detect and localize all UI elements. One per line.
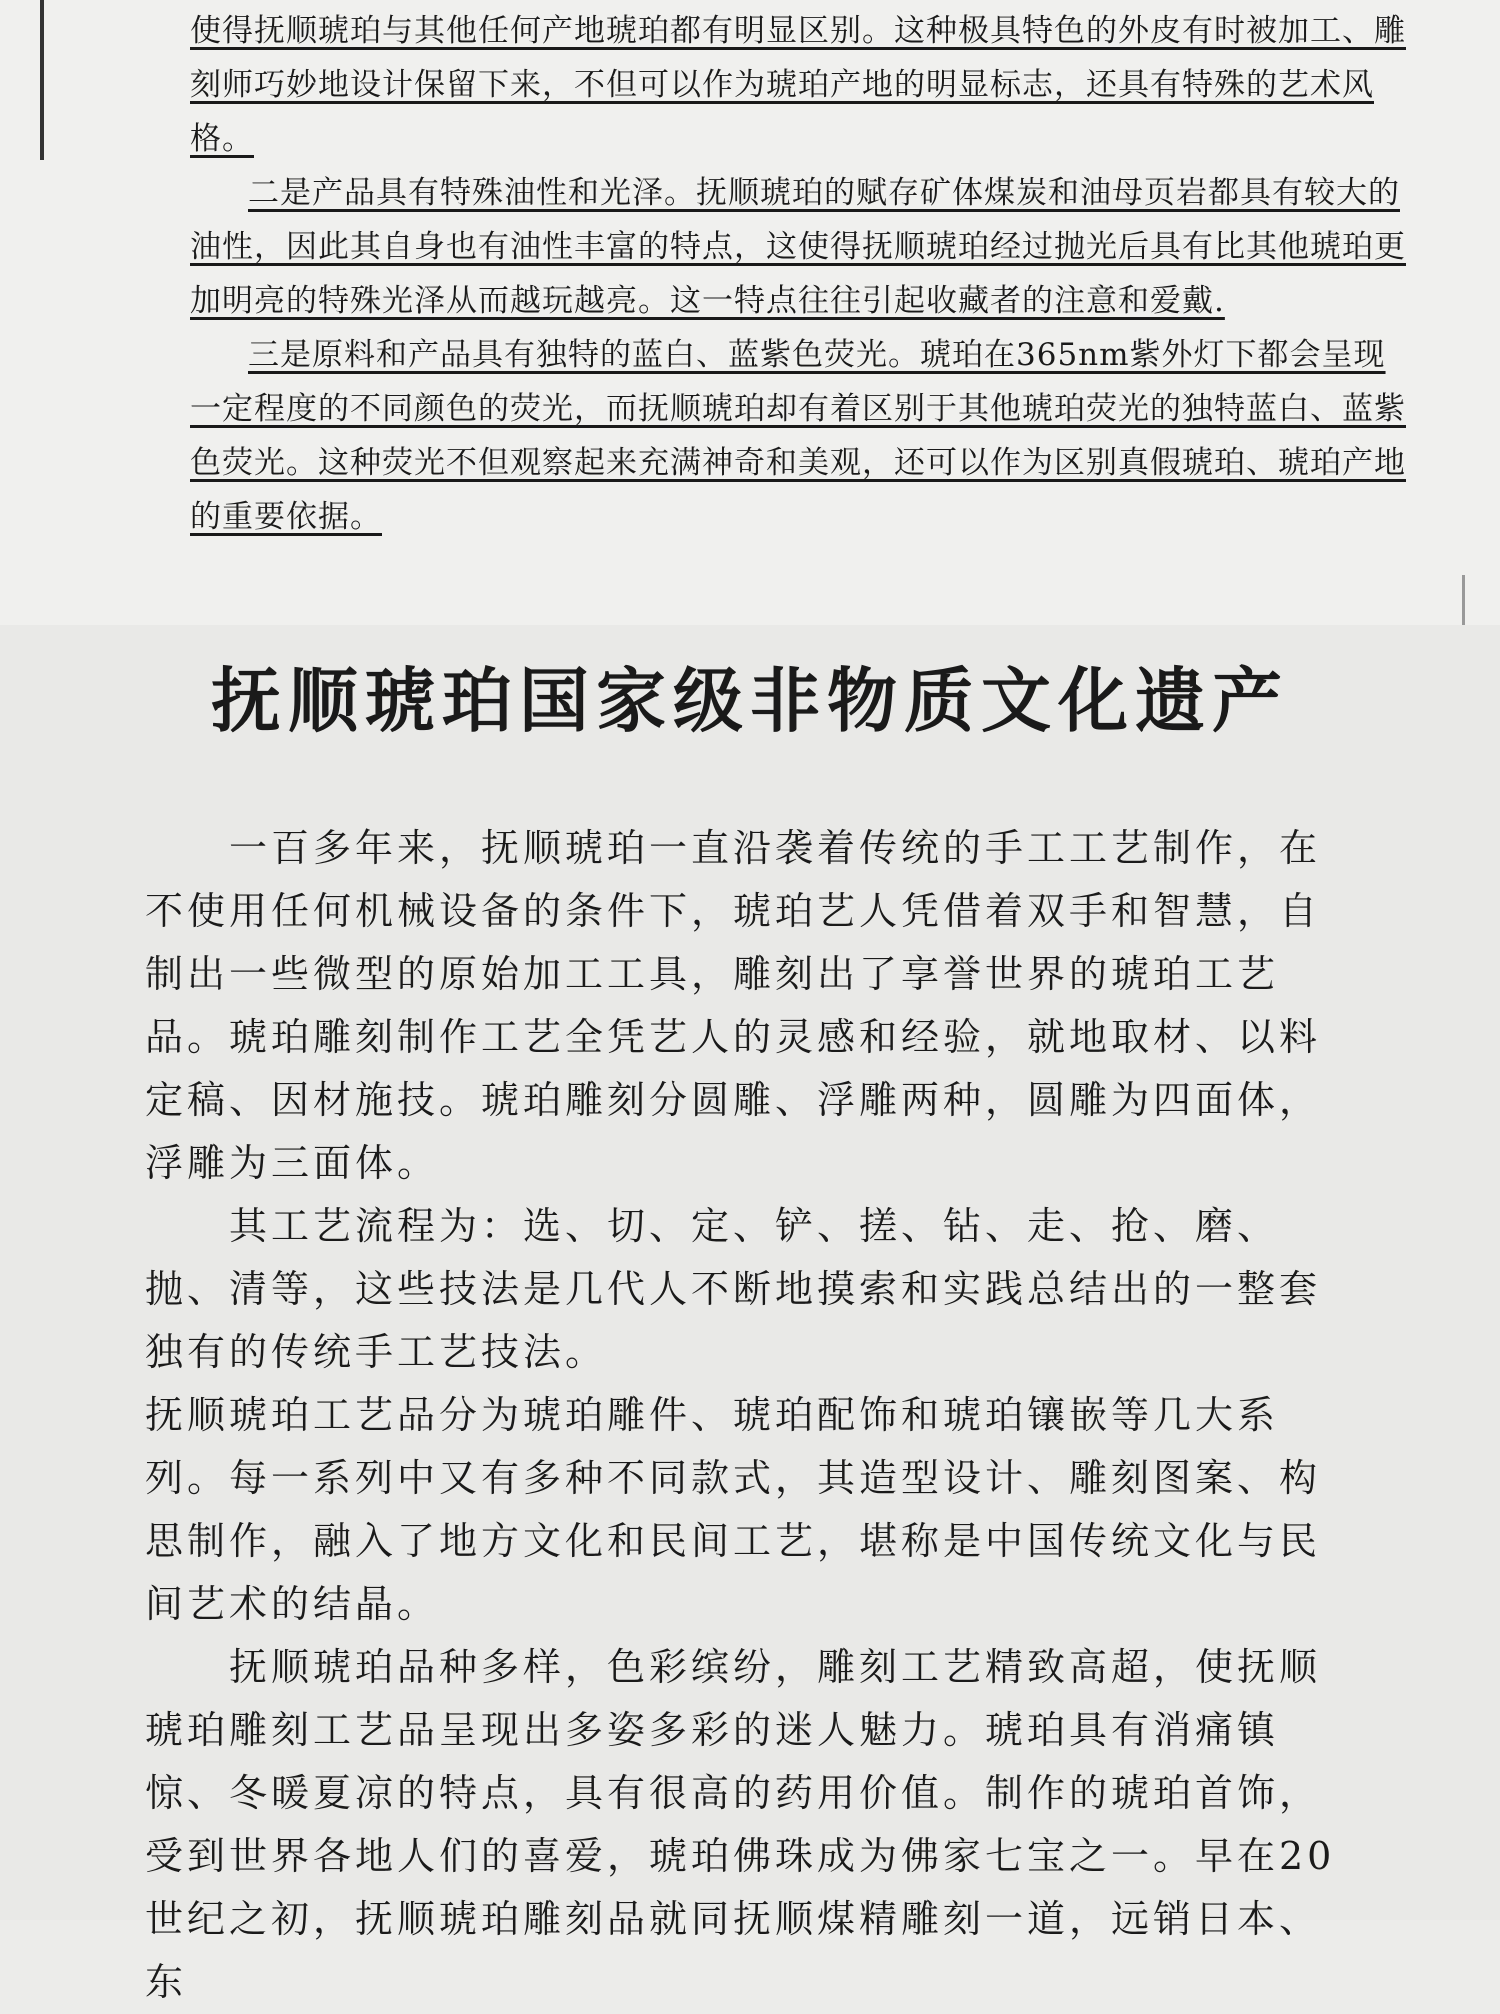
body-paragraph-1: 一百多年来，抚顺琥珀一直沿袭着传统的手工工艺制作，在不使用任何机械设备的条件下，琥珀艺人凭借着双手和智慧，自制出一些微型的原始加工工具，雕刻出了享誉世界的琥珀工艺品。琥珀雕刻制作工艺全凭艺人的灵感和经验，就地取材、以料定稿、因材施技。琥珀雕刻分圆雕、浮雕两种，圆雕为四面体，浮雕为三面体。 xyxy=(145,826,1322,1185)
page-edge-mark xyxy=(1462,575,1465,625)
previous-page-text xyxy=(190,4,1415,544)
body-paragraph-2: 其工艺流程为：选、切、定、铲、搓、钻、走、抢、磨、抛、清等，这些技法是几代人不断地摸索和实践总结出的一整套独有的传统手工艺技法。 xyxy=(145,1204,1322,1374)
page-edge-line xyxy=(40,0,44,160)
top-paragraph-3: 三是原料和产品具有独特的蓝白、蓝紫色荧光。琥珀在365nm紫外灯下都会呈现一定程度的不同颜色的荧光，而抚顺琥珀却有着区别于其他琥珀荧光的独特蓝白、蓝紫色荧光。这种荧光不但观察起来充满神奇和美观，还可以作为区别真假琥珀、琥珀产地的重要依据。 xyxy=(190,337,1406,535)
page-title: 抚顺琥珀国家级非物质文化遗产 xyxy=(211,659,1289,742)
main-body-text xyxy=(145,817,1340,2014)
top-paragraph-1: 使得抚顺琥珀与其他任何产地琥珀都有明显区别。这种极具特色的外皮有时被加工、雕刻师巧妙地设计保留下来，不但可以作为琥珀产地的明显标志，还具有特殊的艺术风格。 xyxy=(190,13,1406,157)
body-paragraph-3: 抚顺琥珀工艺品分为琥珀雕件、琥珀配饰和琥珀镶嵌等几大系列。每一系列中又有多种不同款式，其造型设计、雕刻图案、构思制作，融入了地方文化和民间工艺，堪称是中国传统文化与民间艺术的结晶。 xyxy=(145,1393,1322,1626)
body-paragraph-4: 抚顺琥珀品种多样，色彩缤纷，雕刻工艺精致高超，使抚顺琥珀雕刻工艺品呈现出多姿多彩的迷人魅力。琥珀具有消痛镇惊、冬暖夏凉的特点，具有很高的药用价值。制作的琥珀首饰，受到世界各地人们的喜爱，琥珀佛珠成为佛家七宝之一。早在20世纪之初，抚顺琥珀雕刻品就同抚顺煤精雕刻一道，远销日本、东 xyxy=(145,1645,1336,2004)
top-paragraph-2: 二是产品具有特殊油性和光泽。抚顺琥珀的赋存矿体煤炭和油母页岩都具有较大的油性，因此其自身也有油性丰富的特点，这使得抚顺琥珀经过抛光后具有比其他琥珀更加明亮的特殊光泽从而越玩越亮。这一特点往往引起收藏者的注意和爱戴. xyxy=(190,175,1406,319)
